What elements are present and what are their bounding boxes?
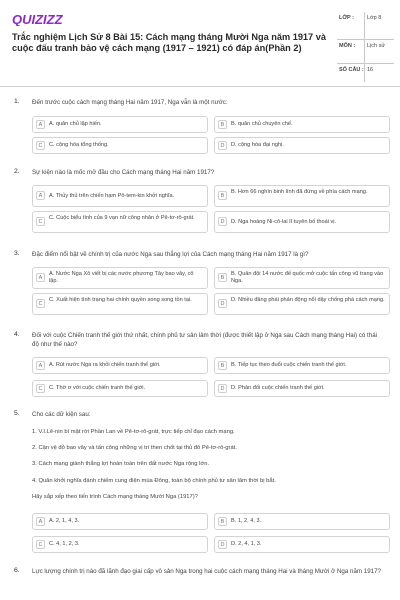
meta-subject-row	[337, 40, 394, 64]
option-c[interactable]	[32, 211, 208, 233]
meta-subject-label: MÔN :	[339, 43, 356, 49]
option-text: C. 4, 1, 2, 3.	[49, 541, 80, 547]
question-number: 5.	[14, 410, 20, 417]
option-c[interactable]	[32, 293, 208, 315]
option-text: B. Hơn 66 nghìn binh lính đã đứng về phía cách mạng.	[231, 189, 368, 195]
option-b[interactable]	[214, 267, 390, 289]
option-letter: B	[218, 273, 227, 282]
question-text: Lực lượng chính trị nào đã lãnh đạo giai cấp vô sản Nga trong hai cuộc cách mạng tháng Hai và tháng Mười ở Nga năm 1917?	[32, 568, 381, 575]
option-letter: C	[36, 141, 45, 150]
option-text: B. quân chủ chuyên chế.	[231, 121, 293, 127]
question-text: Đối với cuộc Chiến tranh thế giới thứ nhất, chính phủ tư sản lâm thời (được thiết lập ở Nga sau Cách mạng tháng Hai) có thái độ như thế nào?	[32, 332, 378, 348]
option-b[interactable]	[214, 357, 390, 374]
option-letter: C	[36, 384, 45, 393]
event-item-3: 3. Cách mạng giành thắng lợi hoàn toàn trên đất nước Nga rộng lớn.	[32, 461, 210, 467]
option-letter: D	[218, 540, 227, 549]
meta-subject-value: Lịch sử	[364, 40, 394, 63]
option-text: D. Phản đối cuộc chiến tranh thế giới.	[231, 385, 325, 391]
option-b[interactable]	[214, 513, 390, 530]
option-letter: A	[36, 273, 45, 282]
option-letter: D	[218, 299, 227, 308]
option-d[interactable]	[214, 293, 390, 315]
option-letter: A	[36, 120, 45, 129]
option-a[interactable]	[32, 116, 208, 133]
question-number: 4.	[14, 331, 20, 338]
option-letter: A	[36, 517, 45, 526]
option-letter: C	[36, 217, 45, 226]
quizizz-logo-icon	[12, 12, 70, 26]
option-text: A. Nước Nga Xô viết bị các nước phương Tây bao vây, cô lập.	[49, 271, 194, 284]
question-prompt: Hãy sắp xếp theo tiến trình Cách mạng tháng Mười Nga (1917)?	[32, 494, 198, 500]
option-text: B. Quân đội 14 nước đế quốc mở cuộc tấn công vũ trang vào Nga.	[231, 271, 384, 284]
option-text: C. cộng hòa tổng thống.	[49, 142, 109, 148]
header-divider	[0, 86, 400, 87]
option-a[interactable]	[32, 357, 208, 374]
question-text: Sự kiện nào là mốc mở đầu cho Cách mạng tháng Hai năm 1917?	[32, 169, 215, 176]
option-c[interactable]	[32, 380, 208, 397]
option-letter: D	[218, 384, 227, 393]
option-text: D. 2, 4, 1, 3.	[231, 541, 262, 547]
option-a[interactable]	[32, 185, 208, 207]
option-letter: A	[36, 191, 45, 200]
option-text: C. Thờ ơ với cuộc chiến tranh thế giới.	[49, 385, 146, 391]
option-letter: D	[218, 217, 227, 226]
event-item-4: 4. Quân khởi nghĩa đánh chiếm cung điện mùa Đông, toàn bộ chính phủ tư sản lâm thời bị bắt.	[32, 478, 276, 484]
option-text: D. Nga hoàng Ni-cô-lai II tuyên bố thoái vị.	[231, 219, 337, 225]
option-letter: A	[36, 361, 45, 370]
option-text: B. Tiếp tục theo đuổi cuộc chiến tranh thế giới.	[231, 362, 347, 368]
event-item-1: 1. V.I.Lê-nin bí mật rời Phần Lan về Pê-tơ-rô-grát, trực tiếp chỉ đạo cách mạng.	[32, 429, 235, 435]
option-text: C. Xuất hiện tình trạng hai chính quyền song song tồn tại.	[49, 297, 192, 303]
question-number: 1.	[14, 98, 20, 105]
option-text: B. 1, 2, 4, 3.	[231, 518, 262, 524]
svg-text:QUIZIZZ: QUIZIZZ	[12, 12, 63, 26]
option-text: A. quân chủ lập hiến.	[49, 121, 102, 127]
meta-count-label: SỐ CÂU :	[339, 67, 364, 73]
option-d[interactable]	[214, 536, 390, 553]
meta-grade-row	[337, 12, 394, 40]
meta-count-row	[337, 64, 394, 82]
quizizz-logo	[12, 12, 70, 26]
option-text: A. Rút nước Nga ra khỏi chiến tranh thế giới.	[49, 362, 161, 368]
option-d[interactable]	[214, 211, 390, 233]
option-text: D. Nhiều đảng phái phản động nổi dậy chống phá cách mạng.	[231, 297, 385, 303]
option-c[interactable]	[32, 536, 208, 553]
question-text: Đặc điểm nổi bật về chính trị của nước Nga sau thắng lợi của Cách mạng tháng Hai năm 1917 là gì?	[32, 251, 309, 258]
option-letter: C	[36, 299, 45, 308]
meta-count-value: 16	[364, 64, 394, 82]
option-letter: B	[218, 517, 227, 526]
option-text: A. 2, 1, 4, 3.	[49, 518, 80, 524]
page-title: Trắc nghiệm Lịch Sử 8 Bài 15: Cách mạng tháng Mười Nga năm 1917 và cuộc đấu tranh bảo vệ cách mạng (1917 – 1921) có đáp án(Phần 2)	[12, 32, 326, 53]
meta-grade-value: Lớp 8	[364, 12, 394, 39]
option-letter: C	[36, 540, 45, 549]
option-letter: B	[218, 120, 227, 129]
question-text: Cho các dữ kiện sau:	[32, 411, 91, 418]
option-c[interactable]	[32, 137, 208, 154]
meta-grade-label: LỚP :	[339, 15, 354, 21]
option-letter: B	[218, 191, 227, 200]
option-text: A. Thủy thủ trên chiến hạm Pô-tem-kin khởi nghĩa.	[49, 193, 175, 199]
event-item-2: 2. Cận vệ đỏ bao vây và tấn công những vị trí then chốt tại thủ đô Pê-tơ-rô-grát.	[32, 445, 237, 451]
question-number: 3.	[14, 250, 20, 257]
option-text: C. Cuộc biểu tình của 9 vạn nữ công nhân ở Pê-tơ-rô-grát.	[49, 215, 195, 221]
option-a[interactable]	[32, 267, 208, 289]
meta-box	[337, 12, 394, 82]
option-letter: D	[218, 141, 227, 150]
option-letter: B	[218, 361, 227, 370]
question-text: Đến trước cuộc cách mạng tháng Hai năm 1917, Nga vẫn là một nước:	[32, 99, 228, 106]
option-d[interactable]	[214, 137, 390, 154]
option-b[interactable]	[214, 185, 390, 207]
option-text: D. cộng hòa đại nghị.	[231, 142, 284, 148]
question-number: 2.	[14, 168, 20, 175]
option-a[interactable]	[32, 513, 208, 530]
question-number: 6.	[14, 567, 20, 574]
option-d[interactable]	[214, 380, 390, 397]
option-b[interactable]	[214, 116, 390, 133]
